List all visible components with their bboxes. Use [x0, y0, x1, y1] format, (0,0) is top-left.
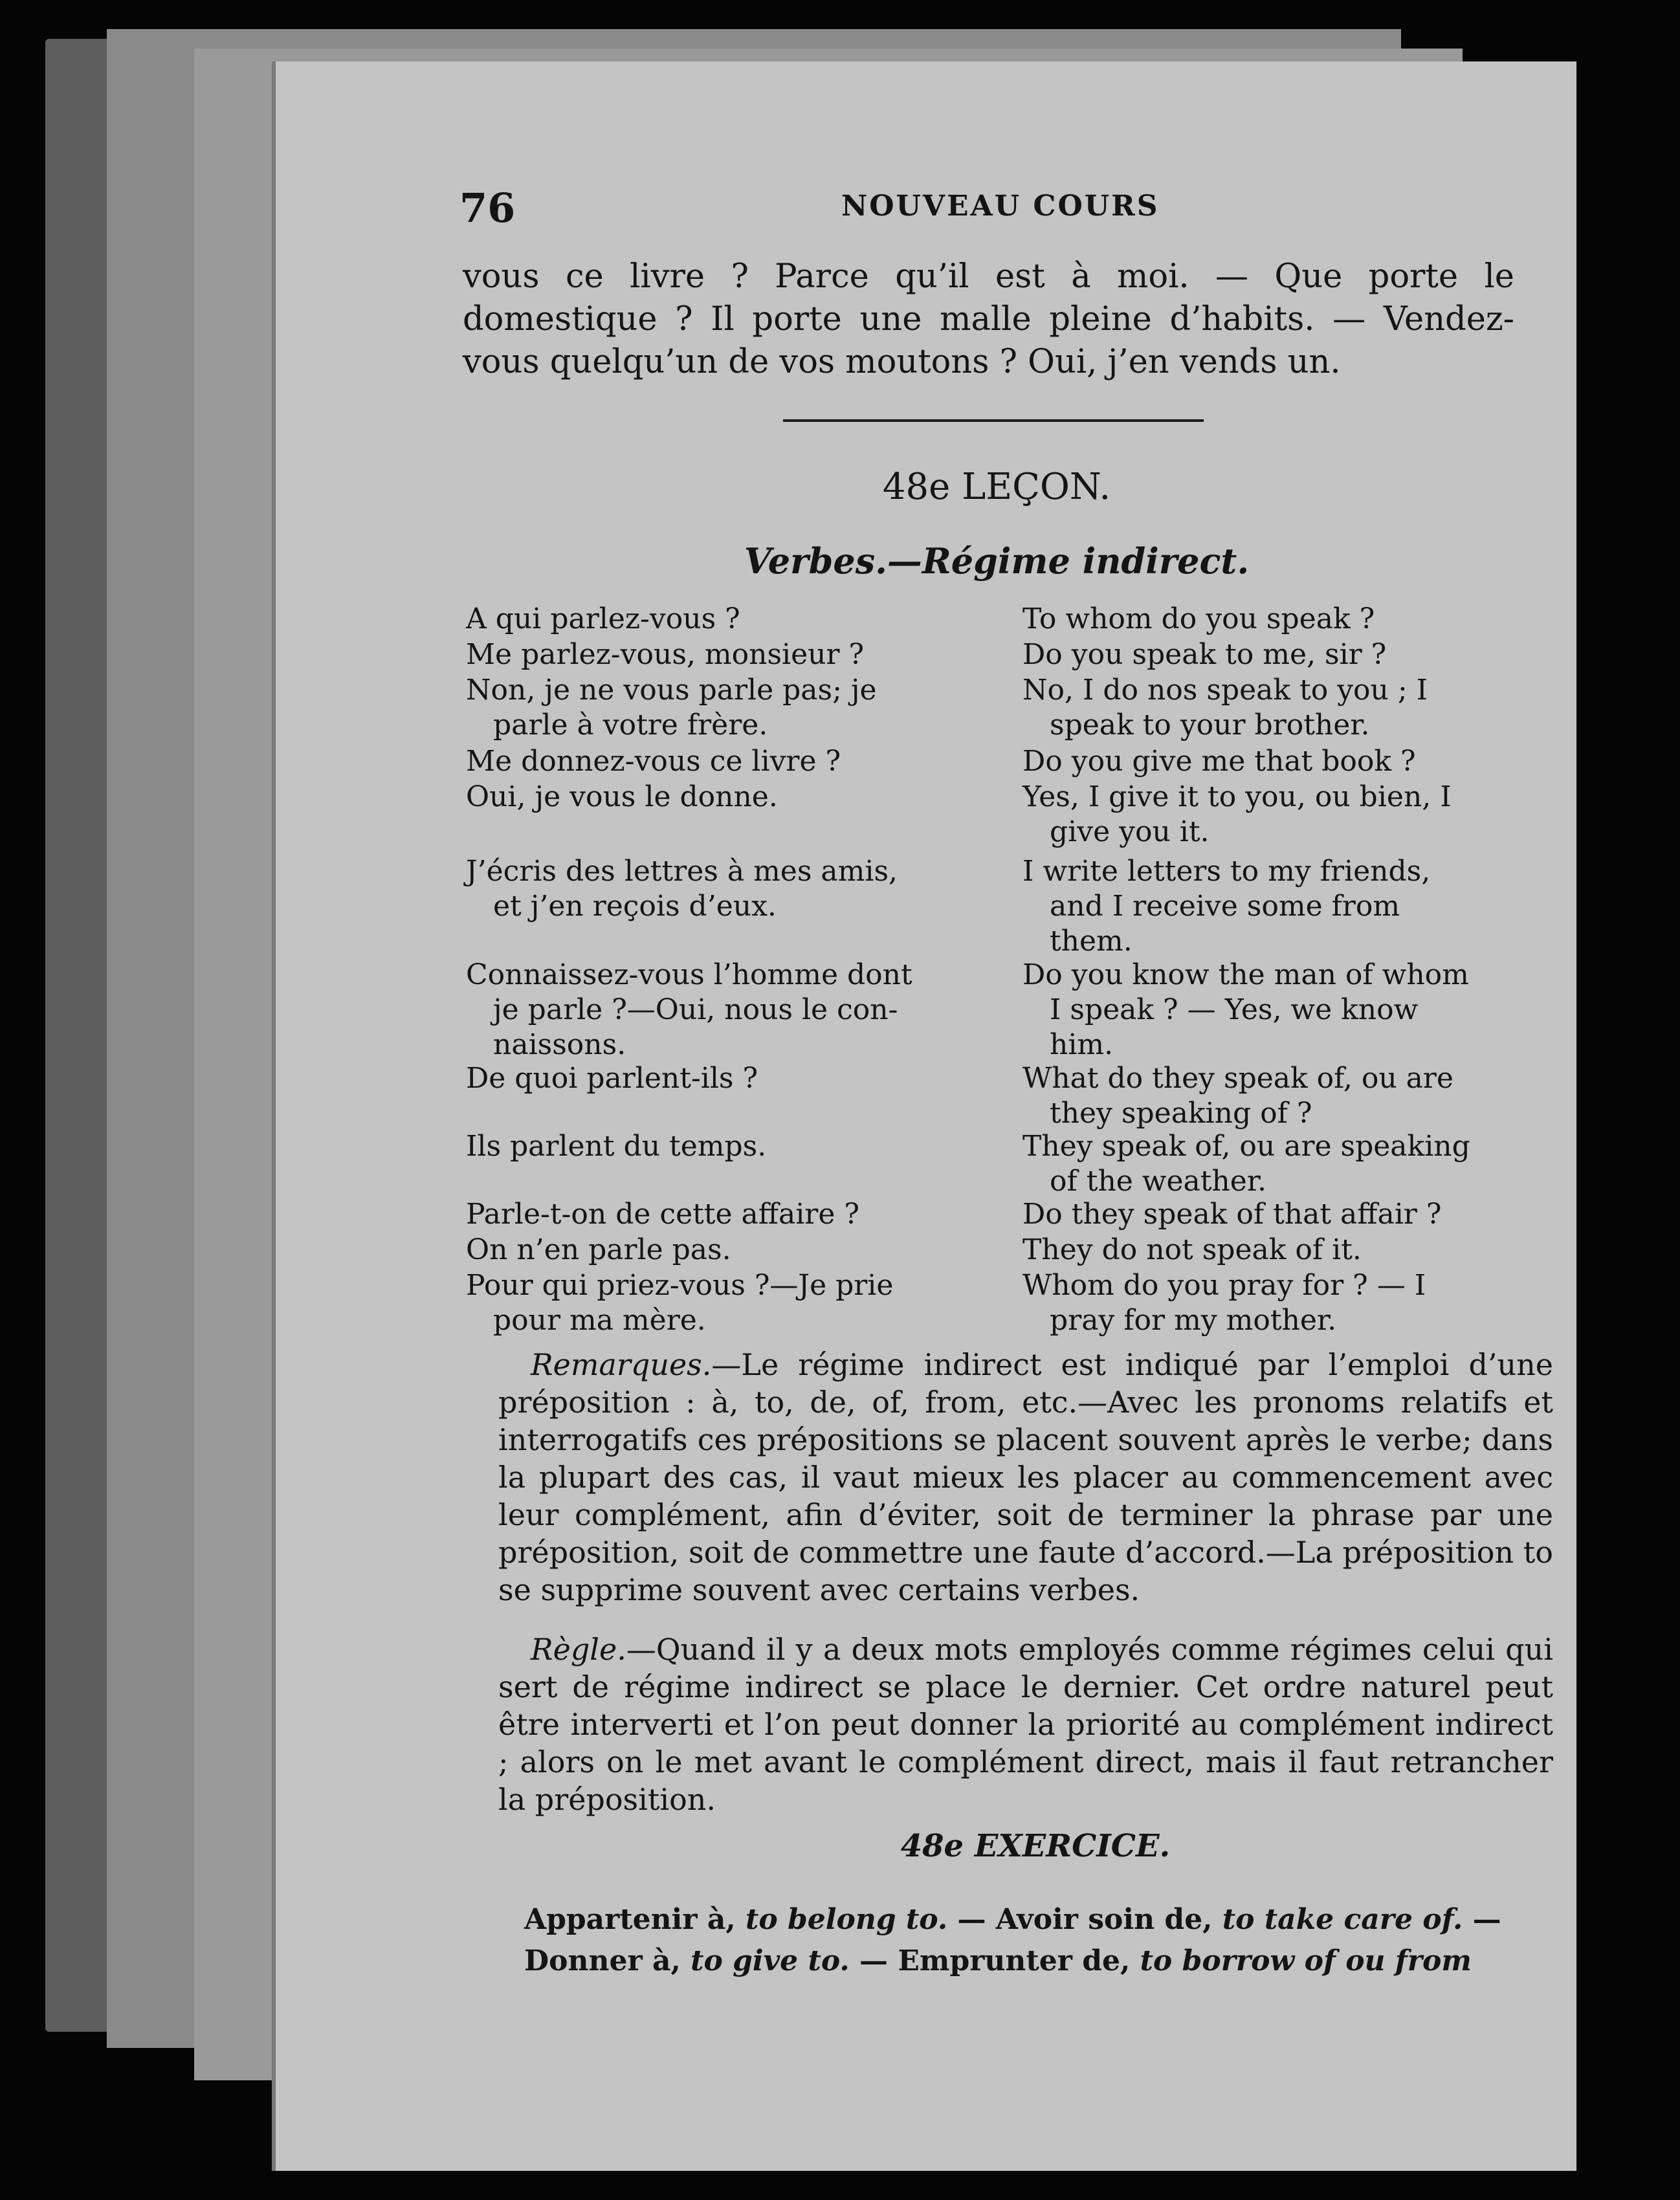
- pair-french: Non, je ne vous parle pas; je parle à votre frère.: [466, 674, 877, 742]
- pair-english: Do you speak to me, sir ?: [1022, 638, 1387, 671]
- regle-text: —Quand il y a deux mots employés comme régimes celui qui sert de régime indirect se place le dernier. Cet ordre naturel peut être interverti et l’on peut donner la priorité au complément indirect ; alors on le met avant le complément direct, mais il faut retrancher la préposition.: [498, 1632, 1553, 1817]
- remarques-paragraph: [498, 1346, 1553, 1609]
- pair-english: What do they speak of, ou are they speaking of ?: [1022, 1062, 1453, 1130]
- pair-english: Do you know the man of whom I speak ? — Yes, we know him.: [1022, 958, 1469, 1061]
- page-header: [459, 184, 1514, 230]
- pair-french: Ils parlent du temps.: [466, 1130, 767, 1163]
- pair-french: A qui parlez-vous ?: [466, 602, 740, 635]
- pair-french: J’écris des lettres à mes amis, et j’en reçois d’eux.: [466, 855, 898, 923]
- pair-english: To whom do you speak ?: [1022, 602, 1375, 635]
- pair-french: Me donnez-vous ce livre ?: [466, 745, 841, 778]
- pair-english: I write letters to my friends, and I receive some from them.: [1022, 855, 1431, 958]
- regle-label: Règle.: [531, 1632, 626, 1667]
- pair-english: Do they speak of that affair ?: [1022, 1198, 1442, 1231]
- pair-english: No, I do nos speak to you ; I speak to your brother.: [1022, 674, 1428, 742]
- pair-french: Pour qui priez-vous ?—Je prie pour ma mère.: [466, 1269, 894, 1337]
- intro-paragraph: vous ce livre ? Parce qu’il est à moi. — Que porte le domestique ? Il porte une malle pleine d’habits. — Vendez-vous quelqu’un de vos moutons ? Oui, j’en vends un.: [463, 258, 1514, 381]
- running-title: NOUVEAU COURS: [841, 190, 1160, 223]
- pair-french: Parle-t-on de cette affaire ?: [466, 1198, 859, 1231]
- page-number: 76: [459, 184, 516, 232]
- remarques-text: —Le régime indirect est indiqué par l’emploi d’une préposition : à, to, de, of, from, etc.—Avec les pronoms relatifs et interrogatifs ces prépositions se placent souvent après le verbe; dans la plupart des cas, il vaut mieux les placer au commencement avec leur complément, afin d’éviter, soit de terminer la phrase par une préposition, soit de commettre une faute d’accord.—La préposition to se supprime souvent avec certains verbes.: [498, 1347, 1553, 1607]
- pair-french: Oui, je vous le donne.: [466, 780, 778, 813]
- remarques-label: Remarques.: [531, 1347, 712, 1382]
- section-divider: [783, 419, 1204, 422]
- lesson-subtitle: Verbes.—Régime indirect.: [744, 540, 1250, 582]
- exercise-title: 48e EXERCICE.: [900, 1828, 1171, 1864]
- pair-french: Connaissez-vous l’homme dont je parle ?—Oui, nous le con- naissons.: [466, 958, 912, 1061]
- pair-english: Yes, I give it to you, ou bien, I give you it.: [1022, 780, 1452, 848]
- pair-french: On n’en parle pas.: [466, 1233, 731, 1266]
- pair-french: Me parlez-vous, monsieur ?: [466, 638, 865, 671]
- pair-french: De quoi parlent-ils ?: [466, 1062, 758, 1095]
- pair-english: Whom do you pray for ? — I pray for my mother.: [1022, 1269, 1426, 1337]
- lesson-title: 48e LEÇON.: [882, 466, 1111, 508]
- pair-english: They speak of, ou are speaking of the weather.: [1022, 1130, 1470, 1198]
- pair-english: Do you give me that book ?: [1022, 745, 1416, 778]
- regle-paragraph: [498, 1631, 1553, 1818]
- exercise-vocabulary: Appartenir à, to belong to. — Avoir soin de, to take care of. — Donner à, to give to. — Emprunter de, to borrow of ou from: [524, 1903, 1501, 1977]
- pair-english: They do not speak of it.: [1022, 1233, 1362, 1266]
